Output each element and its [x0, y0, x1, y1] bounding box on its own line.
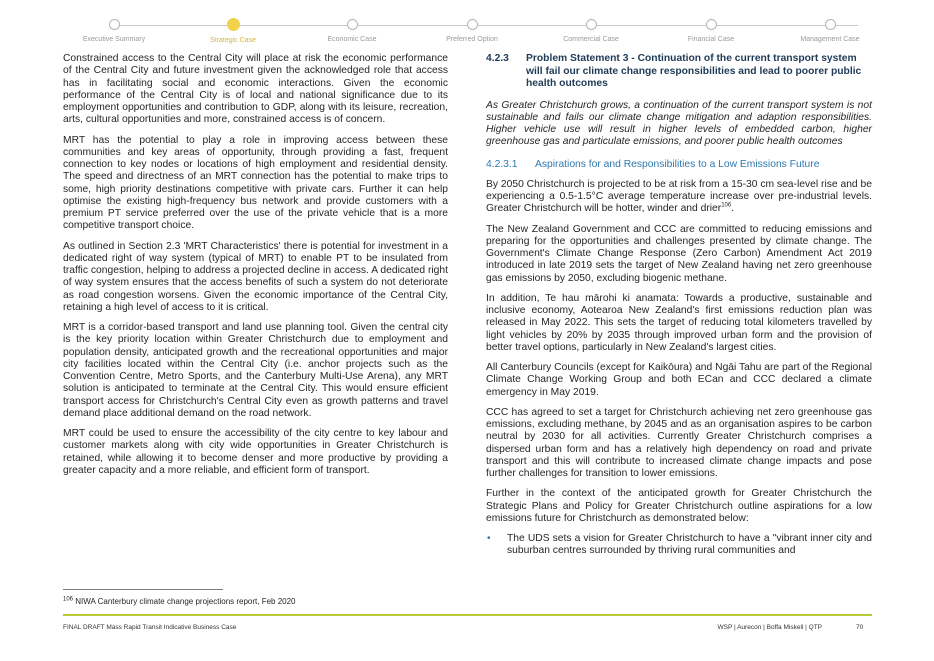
- section-number: 4.2.3: [486, 53, 509, 64]
- subsection-title: Aspirations for and Responsibilities to a Low Emissions Future: [535, 158, 820, 170]
- section-title: Problem Statement 3 - Continuation of the current transport system will fail our climate change responsibilities and lead to poorer public health outcomes: [526, 53, 862, 89]
- step-dot-icon: [109, 19, 120, 30]
- body-paragraph: Constrained access to the Central City will place at risk the economic performance of the Central City and future investment given the acknowledged role that access has in facilitating social and economic interactions. Given the economic performance of the Central City is of local and national significance due to its employment opportunities and contribution to GDP, along with its leisure, recreation, arts, cultural opportunities and more, constrained access is of concern.: [63, 53, 448, 126]
- nav-step-label: Commercial Case: [563, 36, 619, 43]
- step-dot-icon: [825, 19, 836, 30]
- bullet-icon: •: [487, 533, 491, 544]
- footnote-divider: [63, 589, 223, 590]
- subsection-heading: [486, 159, 872, 171]
- right-column: [486, 53, 872, 558]
- body-paragraph: All Canterbury Councils (except for Kaikōura) and Ngāi Tahu are part of the Regional Climate Change Working Group and both ECan and CCC declared a climate emergency in May 2019.: [486, 362, 872, 398]
- body-paragraph: Further in the context of the anticipated growth for Greater Christchurch the Strategic Plans and Policy for Greater Christchurch outline aspirations for a low emissions future for Christchurch as demonstrated below:: [486, 488, 872, 524]
- footnote-text: NIWA Canterbury climate change projections report, Feb 2020: [75, 597, 296, 606]
- nav-step-management-case[interactable]: [770, 17, 890, 43]
- nav-step-executive-summary[interactable]: [54, 17, 174, 43]
- sentence-end: .: [731, 203, 735, 215]
- left-column: [63, 53, 448, 485]
- nav-step-label: Financial Case: [687, 36, 735, 43]
- nav-step-label: Strategic Case: [210, 37, 256, 44]
- step-dot-icon: [467, 19, 478, 30]
- nav-step-preferred-option[interactable]: [412, 17, 532, 43]
- footnote-reference[interactable]: 106: [721, 202, 732, 209]
- subsection-number: 4.2.3.1: [486, 158, 518, 170]
- section-heading: [486, 53, 872, 91]
- step-dot-icon: [586, 19, 597, 30]
- body-paragraph: [486, 179, 872, 216]
- nav-step-financial-case[interactable]: [651, 17, 771, 43]
- list-item-text: The UDS sets a vision for Greater Christchurch to have a "vibrant inner city and suburban centres surrounded by thriving rural communities and: [507, 533, 872, 557]
- footnote: [63, 597, 296, 606]
- body-paragraph: MRT has the potential to play a role in improving access between these communities and key areas of opportunity, through providing a fast, frequent connection to key nodes or locations of high employment and residential density. The speed and directness of an MRT connection has the potential to make trips to some, high priority destinations competitive with private cars. Further it can help optimise the existing high-frequency bus network and provide customers with a premium PT service preferred over the use of the private vehicle that is a more competitive transport choice.: [63, 134, 448, 232]
- bullet-list: [486, 533, 872, 558]
- nav-step-label: Economic Case: [327, 36, 377, 43]
- step-dot-icon: [706, 19, 717, 30]
- nav-step-label: Management Case: [800, 36, 860, 43]
- progress-nav: [62, 17, 870, 49]
- list-item: [486, 533, 872, 558]
- footnote-number: 106: [63, 596, 74, 603]
- body-paragraph: MRT could be used to ensure the accessibility of the city centre to key labour and customer markets along with city wide opportunities in Greater Christchurch is retained, while allowing it to become denser and more productive by providing a greater capacity and a more reliable, and efficient form of transport.: [63, 428, 448, 476]
- footer-partners: WSP | Aurecon | Boffa Miskell | QTP: [717, 624, 822, 631]
- nav-step-label: Executive Summary: [82, 36, 146, 43]
- step-dot-icon: [347, 19, 358, 30]
- footer-doc-title: FINAL DRAFT Mass Rapid Transit Indicative Business Case: [63, 624, 237, 631]
- lead-paragraph: As Greater Christchurch grows, a continuation of the current transport system is not sustainable and fails our climate change mitigation and adaption responsibilities. Higher vehicle use will result in higher levels of embedded carbon, higher greenhouse gas and particulate emissions, and poorer public health outcomes: [486, 99, 872, 148]
- footer-divider: [63, 614, 872, 616]
- body-paragraph: The New Zealand Government and CCC are committed to reducing emissions and preparing for the opportunities and challenges presented by climate change. The Government's Climate Change Response (Zero Carbon) Amendment Act 2019 introduced in late 2019 sets the target of New Zealand having net zero greenhouse gas emissions by 2050, excluding biogenic methane.: [486, 223, 872, 284]
- nav-step-strategic-case[interactable]: [173, 17, 293, 44]
- body-paragraph: In addition, Te hau mārohi ki anamata: Towards a productive, sustainable and inclusive economy, Aotearoa New Zealand's first emissions reduction plan was released in May 2022. This sets the target of reducing total kilometers travelled by light vehicles by 20% by 2035 through improved urban form and the provision of better travel options, particularly in New Zealand's largest cities.: [486, 292, 872, 353]
- nav-step-label: Preferred Option: [446, 36, 498, 43]
- body-paragraph: As outlined in Section 2.3 'MRT Characteristics' there is potential for investment in a dedicated right of way system (typical of MRT) to enable PT to be insulated from traffic congestion, helping to address a projected decline in access. A dedicated right of way system ensures that the access benefits of such a system do not deteriorate as road congestion worsens. Given the economic importance of the Central City, retaining a high level of access to it is critical.: [63, 240, 448, 313]
- step-dot-active-icon: [227, 18, 240, 31]
- page-number: 70: [856, 624, 864, 631]
- body-paragraph: CCC has agreed to set a target for Christchurch achieving net zero greenhouse gas emissions, excluding methane, by 2045 and as an organisation aspires to be carbon neutral by 2030 for all activities. Currently Greater Christchurch comprises a dispersed urban form and has a relatively high dependency on road and private transport and this will contribute to increased climate change impacts and pose further challenges for transition to lower emissions.: [486, 406, 872, 479]
- nav-step-commercial-case[interactable]: [531, 17, 651, 43]
- nav-step-economic-case[interactable]: [292, 17, 412, 43]
- body-paragraph: MRT is a corridor-based transport and land use planning tool. Given the central city is the key priority location within Greater Christchurch due to employment and population density, anticipated growth and the recreational opportunities and major city facilities located within the Central City (i.e. anchor projects such as the Convention Centre, Metro Sports, and the Canterbury Multi-Use Arena), any MRT solution is anticipated to terminate at the Central City. This would ensure efficient transport access for Christchurch's Central City even as growth patterns and travel demand place additional demand on the road network.: [63, 322, 448, 419]
- body-text: By 2050 Christchurch is projected to be at risk from a 15-30 cm sea-level rise and be experiencing a 0.5-1.5°C average temperature increase over pre-industrial levels. Greater Christchurch will be hotter, winder and drier: [486, 178, 872, 215]
